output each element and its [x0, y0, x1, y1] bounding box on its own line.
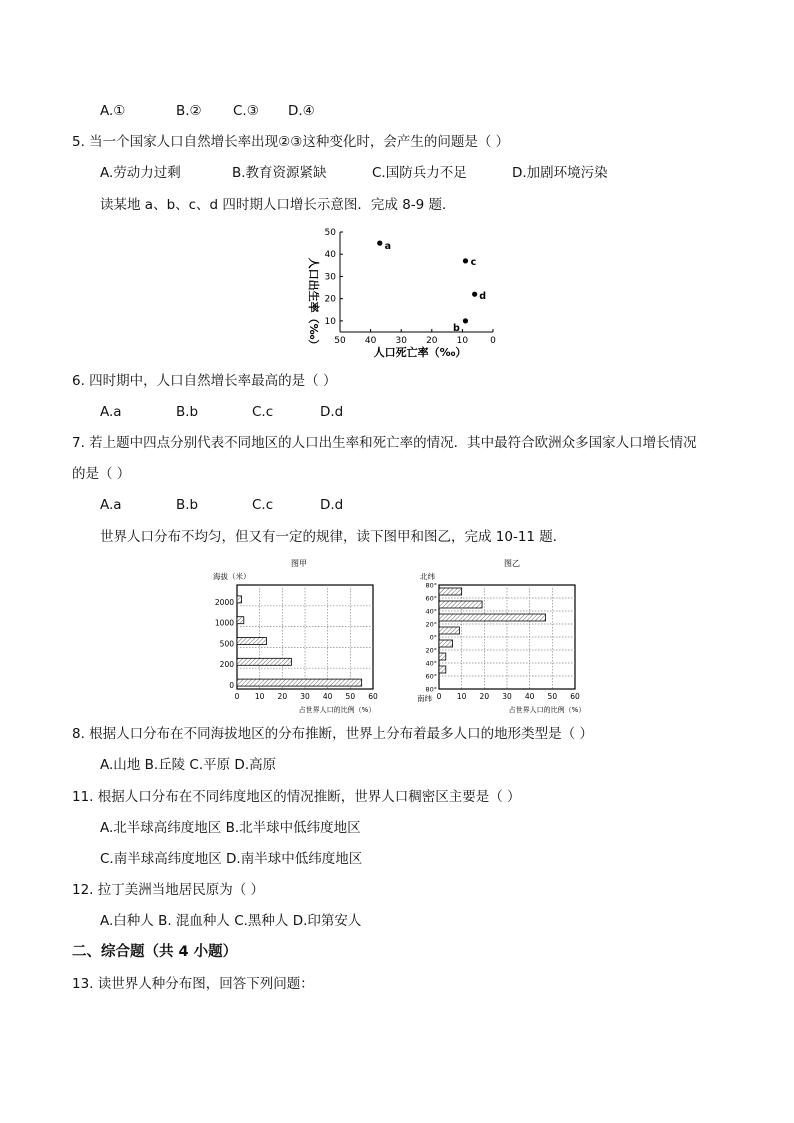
- q12-options: A.白种人 B. 混血种人 C.黑种人 D.印第安人: [100, 913, 362, 929]
- scatter-y-tick-label: 30: [324, 272, 336, 283]
- q5-option-a: A.劳动力过剩: [100, 165, 181, 181]
- scatter-y-tick-label: 40: [324, 250, 336, 261]
- chart-b-x-tick-label: 0: [436, 692, 442, 701]
- chart-b-xlabel: 占世界人口的比例（%）: [508, 706, 586, 714]
- q5-option-b: B.教育资源紧缺: [232, 165, 327, 181]
- q7-option-d: D.d: [320, 497, 344, 513]
- q7-stem-line2: 的是（ ）: [72, 466, 131, 482]
- q5-option-d: D.加剧环境污染: [512, 165, 608, 181]
- scatter-x-tick-label: 50: [334, 336, 346, 346]
- chart-b-bar: [439, 627, 459, 634]
- q6-option-a: A.a: [100, 404, 122, 420]
- chart-a-x-tick-label: 20: [277, 692, 288, 701]
- chart-b-bar: [439, 588, 462, 595]
- scatter-point-d: [472, 292, 477, 297]
- q4-option-a: A.①: [100, 103, 126, 119]
- scatter-x-tick-label: 20: [426, 336, 438, 346]
- chart-b-y-tick-label: 40°: [425, 659, 437, 668]
- chart-b-x-tick-label: 50: [547, 692, 558, 701]
- scatter-point-a: [377, 241, 382, 246]
- chart-b-x-tick-label: 20: [479, 692, 490, 701]
- chart-a-ylabel: 海拔（米）: [213, 572, 251, 581]
- chart-b-y-tick-label: 60°: [425, 594, 437, 603]
- chart-b-y-tick-label: 0°: [429, 633, 437, 642]
- latitude-bar-chart: [414, 555, 594, 720]
- chart-b-y-tick-label: 80°: [425, 685, 437, 694]
- intro-8-9: 读某地 a、b、c、d 四时期人口增长示意图．完成 8-9 题．: [100, 197, 456, 213]
- q6-stem: 6. 四时期中，人口自然增长率最高的是（ ）: [72, 373, 337, 389]
- scatter-y-tick-label: 10: [324, 316, 336, 327]
- chart-b-y-tick-label: 20°: [425, 646, 437, 655]
- q8-options: A.山地 B.丘陵 C.平原 D.高原: [100, 757, 277, 773]
- chart-b-y-tick-label: 40°: [425, 607, 437, 616]
- chart-b-title: 图乙: [504, 559, 520, 568]
- chart-a-y-tick-label: 2000: [214, 597, 234, 607]
- chart-a-title: 图甲: [291, 559, 307, 568]
- scatter-x-tick-label: 0: [490, 336, 496, 346]
- q4-option-c: C.③: [233, 103, 259, 119]
- q11-stem: 11. 根据人口分布在不同纬度地区的情况推断，世界人口稠密区主要是（ ）: [72, 789, 521, 805]
- scatter-x-tick-label: 40: [364, 336, 377, 346]
- scatter-point-label-b: b: [453, 322, 460, 334]
- scatter-point-label-c: c: [470, 256, 477, 268]
- scatter-y-tick-label: 20: [324, 294, 336, 305]
- q6-option-d: D.d: [320, 404, 344, 420]
- scatter-point-label-d: d: [479, 291, 487, 303]
- chart-a-y-tick-label: 500: [219, 639, 234, 649]
- chart-a-bar: [237, 638, 266, 645]
- chart-a-xlabel: 占世界人口的比例（%）: [298, 706, 376, 714]
- q7-option-b: B.b: [176, 497, 199, 513]
- chart-b-x-tick-label: 40: [524, 692, 535, 701]
- chart-a-bar: [237, 617, 244, 624]
- chart-a-y-tick-label: 0: [229, 681, 234, 690]
- chart-a-x-tick-label: 60: [368, 692, 378, 701]
- birth-death-scatter-chart: [296, 224, 506, 364]
- chart-a-x-tick-label: 30: [300, 692, 310, 701]
- chart-a-bar: [237, 679, 362, 686]
- chart-b-bar: [439, 614, 546, 621]
- chart-b-ylabel-bottom: 南纬: [417, 694, 432, 703]
- q11-options-line2: C.南半球高纬度地区 D.南半球中低纬度地区: [100, 851, 363, 867]
- chart-a-x-tick-label: 0: [234, 692, 240, 701]
- chart-a-y-tick-label: 1000: [214, 618, 234, 628]
- q7-option-c: C.c: [252, 497, 274, 513]
- chart-a-bar: [237, 658, 291, 665]
- q6-option-b: B.b: [176, 404, 199, 420]
- chart-b-bar: [439, 666, 446, 673]
- chart-b-ylabel: 北纬: [420, 572, 435, 581]
- scatter-ylabel: 人口出生率（‰）: [307, 257, 320, 351]
- chart-a-x-tick-label: 40: [322, 692, 333, 701]
- scatter-x-tick-label: 10: [456, 336, 469, 346]
- chart-a-bar: [237, 596, 242, 603]
- q7-stem-line1: 7. 若上题中四点分别代表不同地区的人口出生率和死亡率的情况．其中最符合欧洲众多国家人口增长情况: [72, 435, 697, 451]
- q6-option-c: C.c: [252, 404, 274, 420]
- q8-stem: 8. 根据人口分布在不同海拔地区的分布推断，世界上分布着最多人口的地形类型是（ ）: [72, 726, 593, 742]
- altitude-bar-chart: [206, 555, 386, 720]
- section-2-title: 二、综合题（共 4 小题）: [72, 944, 238, 960]
- chart-b-bar: [439, 640, 453, 647]
- q13-stem: 13. 读世界人种分布图，回答下列问题：: [72, 976, 314, 992]
- q5-option-c: C.国防兵力不足: [372, 165, 467, 181]
- scatter-point-label-a: a: [384, 241, 391, 253]
- chart-a-x-tick-label: 10: [254, 692, 265, 701]
- q7-option-a: A.a: [100, 497, 122, 513]
- scatter-xlabel: 人口死亡率（‰）: [373, 346, 467, 359]
- chart-b-bar: [439, 601, 482, 608]
- chart-b-y-tick-label: 20°: [425, 620, 437, 629]
- scatter-point-c: [463, 258, 468, 263]
- chart-a-y-tick-label: 200: [219, 660, 234, 670]
- scatter-point-b: [463, 318, 468, 323]
- chart-b-x-tick-label: 60: [570, 692, 580, 701]
- chart-b-bar: [439, 653, 446, 660]
- scatter-x-tick-label: 30: [395, 336, 407, 346]
- scatter-y-tick-label: 50: [324, 228, 336, 238]
- q4-option-b: B.②: [176, 103, 202, 119]
- chart-b-x-tick-label: 30: [502, 692, 512, 701]
- intro-10-11: 世界人口分布不均匀，但又有一定的规律，读下图甲和图乙，完成 10-11 题．: [100, 529, 567, 545]
- q11-options-line1: A.北半球高纬度地区 B.北半球中低纬度地区: [100, 820, 361, 836]
- chart-a-x-tick-label: 50: [345, 692, 356, 701]
- chart-b-y-tick-label: 60°: [425, 672, 437, 681]
- q5-stem: 5. 当一个国家人口自然增长率出现②③这种变化时，会产生的问题是（ ）: [72, 134, 510, 150]
- q12-stem: 12. 拉丁美洲当地居民原为（ ）: [72, 882, 265, 898]
- chart-b-x-tick-label: 10: [456, 692, 467, 701]
- q4-option-d: D.④: [288, 103, 315, 119]
- chart-b-y-tick-label: 80°: [425, 581, 437, 590]
